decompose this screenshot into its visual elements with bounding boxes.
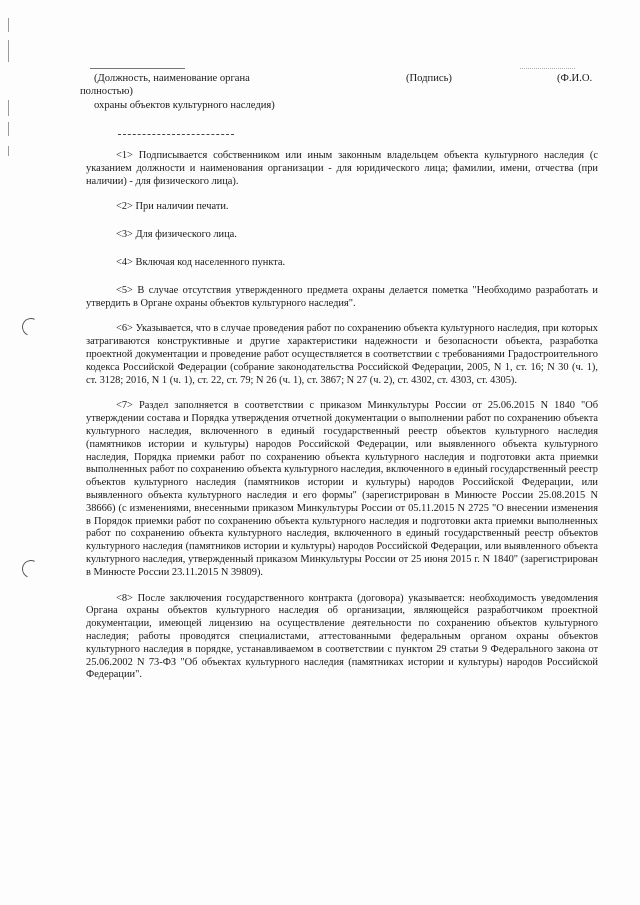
footnote-marker: <7> (116, 400, 133, 412)
footnote-marker: <1> (116, 150, 133, 161)
footnote-text: Подписывается собственником или иным законным владельцем объекта культурного наследия (с указанием должности и наименования организации - для юридического лица; фамилии, имени, отчества (при наличии) - для физического лица). (86, 150, 598, 187)
footnote-6 (86, 323, 598, 387)
footnote-1 (86, 150, 598, 188)
fio-underline (520, 68, 575, 69)
footnote-5 (86, 285, 598, 311)
footnote-marker: <4> (116, 256, 133, 268)
scan-margin-mark (8, 40, 9, 62)
footnote-text: Включая код населенного пункта. (135, 256, 286, 268)
punch-hole-mark (19, 557, 42, 580)
footnote-text: В случае отсутствия утвержденного предмета охраны делается пометка "Необходимо разработать и утвердить в Органе охраны объектов культурного наследия". (86, 284, 598, 309)
footnote-8 (86, 593, 598, 683)
footnote-text: После заключения государственного контракта (договора) указывается: необходимость уведомления Органа охраны объектов культурного наследия об организации, являющейся разработчиком проектной документации, имеющей лицензию на осуществление деятельности по сохранению объектов культурного наследия; работы проводятся специалистами, аттестованными федеральным органом охраны объектов культурного наследия в порядке, устанавливаемом в соответствии с пунктом 29 статьи 9 Федерального закона от 25.06.2002 N 73-ФЗ "Об объектах культурного наследия (памятниках истории и культуры) народов Российской Федерации". (86, 592, 598, 681)
footnote-marker: <8> (116, 592, 133, 604)
scan-margin-mark (8, 122, 9, 136)
position-line-3: охраны объектов культурного наследия) (94, 99, 275, 111)
scan-margin-mark (8, 146, 9, 156)
footnotes-list (86, 150, 598, 695)
footnote-text: При наличии печати. (135, 201, 229, 213)
position-caption (80, 72, 386, 112)
footnote-text: Указывается, что в случае проведения работ по сохранению объекта культурного наследия, при которых затрагиваются конструктивные и другие характеристики надежности и безопасности объекта, разработка проектной документации и проведение работ осуществляется в соответствии с требованиями Градостроительного кодекса Российской Федерации (собрание законодательства Российской Федерации, 2005, N 1, ст. 16; N 30 (ч. 1), ст. 3128; 2016, N 1 (ч. 1), ст. 22, ст. 79; N 26 (ч. 1), ст. 3867; N 27 (ч. 2), ст. 4302, ст. 4303, ст. 4305). (86, 323, 598, 386)
signature-underline (90, 68, 185, 69)
position-line-1: (Должность, наименование органа (94, 73, 250, 84)
footnote-marker: <3> (116, 229, 133, 241)
footnote-marker: <2> (116, 201, 133, 213)
scan-margin-mark (8, 100, 9, 116)
footnote-2 (86, 201, 598, 214)
footnote-7 (86, 400, 598, 579)
position-line-2: полностью) (80, 86, 133, 98)
footnote-3 (86, 229, 598, 242)
footnote-separator (118, 134, 234, 135)
signature-caption: (Подпись) (406, 73, 452, 84)
footnote-marker: <6> (116, 323, 133, 335)
footnote-4 (86, 257, 598, 270)
scan-margin-mark (8, 18, 9, 32)
punch-hole-mark (19, 315, 42, 338)
footnote-text: Раздел заполняется в соответствии с приказом Минкультуры России от 25.06.2015 N 1840 "Об утверждении состава и Порядка утверждения отчетной документации о выполнении работ по сохранению объекта культурного наследия, включенного в единый государственный реестр объектов культурного наследия (памятников истории и культуры) народов Российской Федерации, или выявленного объекта культурного наследия, Порядка приемки работ по сохранению объекта культурного наследия и подготовки акта приемки выполненных работ по сохранению объекта культурного наследия, включенного в единый государственный реестр объектов культурного наследия (памятников истории и культуры) народов Российской Федерации, или выявленного объекта культурного наследия и его формы" (зарегистрирован в Минюсте России 25.08.2015 N 38666) (с изменениями, внесенными приказом Минкультуры России от 05.11.2015 N 2725 "О внесении изменения в Порядок приемки работ по сохранению объекта культурного наследия и подготовки акта приемки выполненных работ по сохранению объекта культурного наследия, включенного в единый государственный реестр объектов культурного наследия (памятников истории и культуры) народов Российской Федерации, или выявленного объекта культурного наследия, утвержденный приказом Минкультуры России от 25 июня 2015 г. N 1840" (зарегистрирован в Минюсте России 23.11.2015 N 39809). (86, 400, 598, 578)
footnote-text: Для физического лица. (135, 229, 237, 241)
footnote-marker: <5> (116, 284, 133, 296)
fio-caption: (Ф.И.О. (557, 73, 593, 84)
